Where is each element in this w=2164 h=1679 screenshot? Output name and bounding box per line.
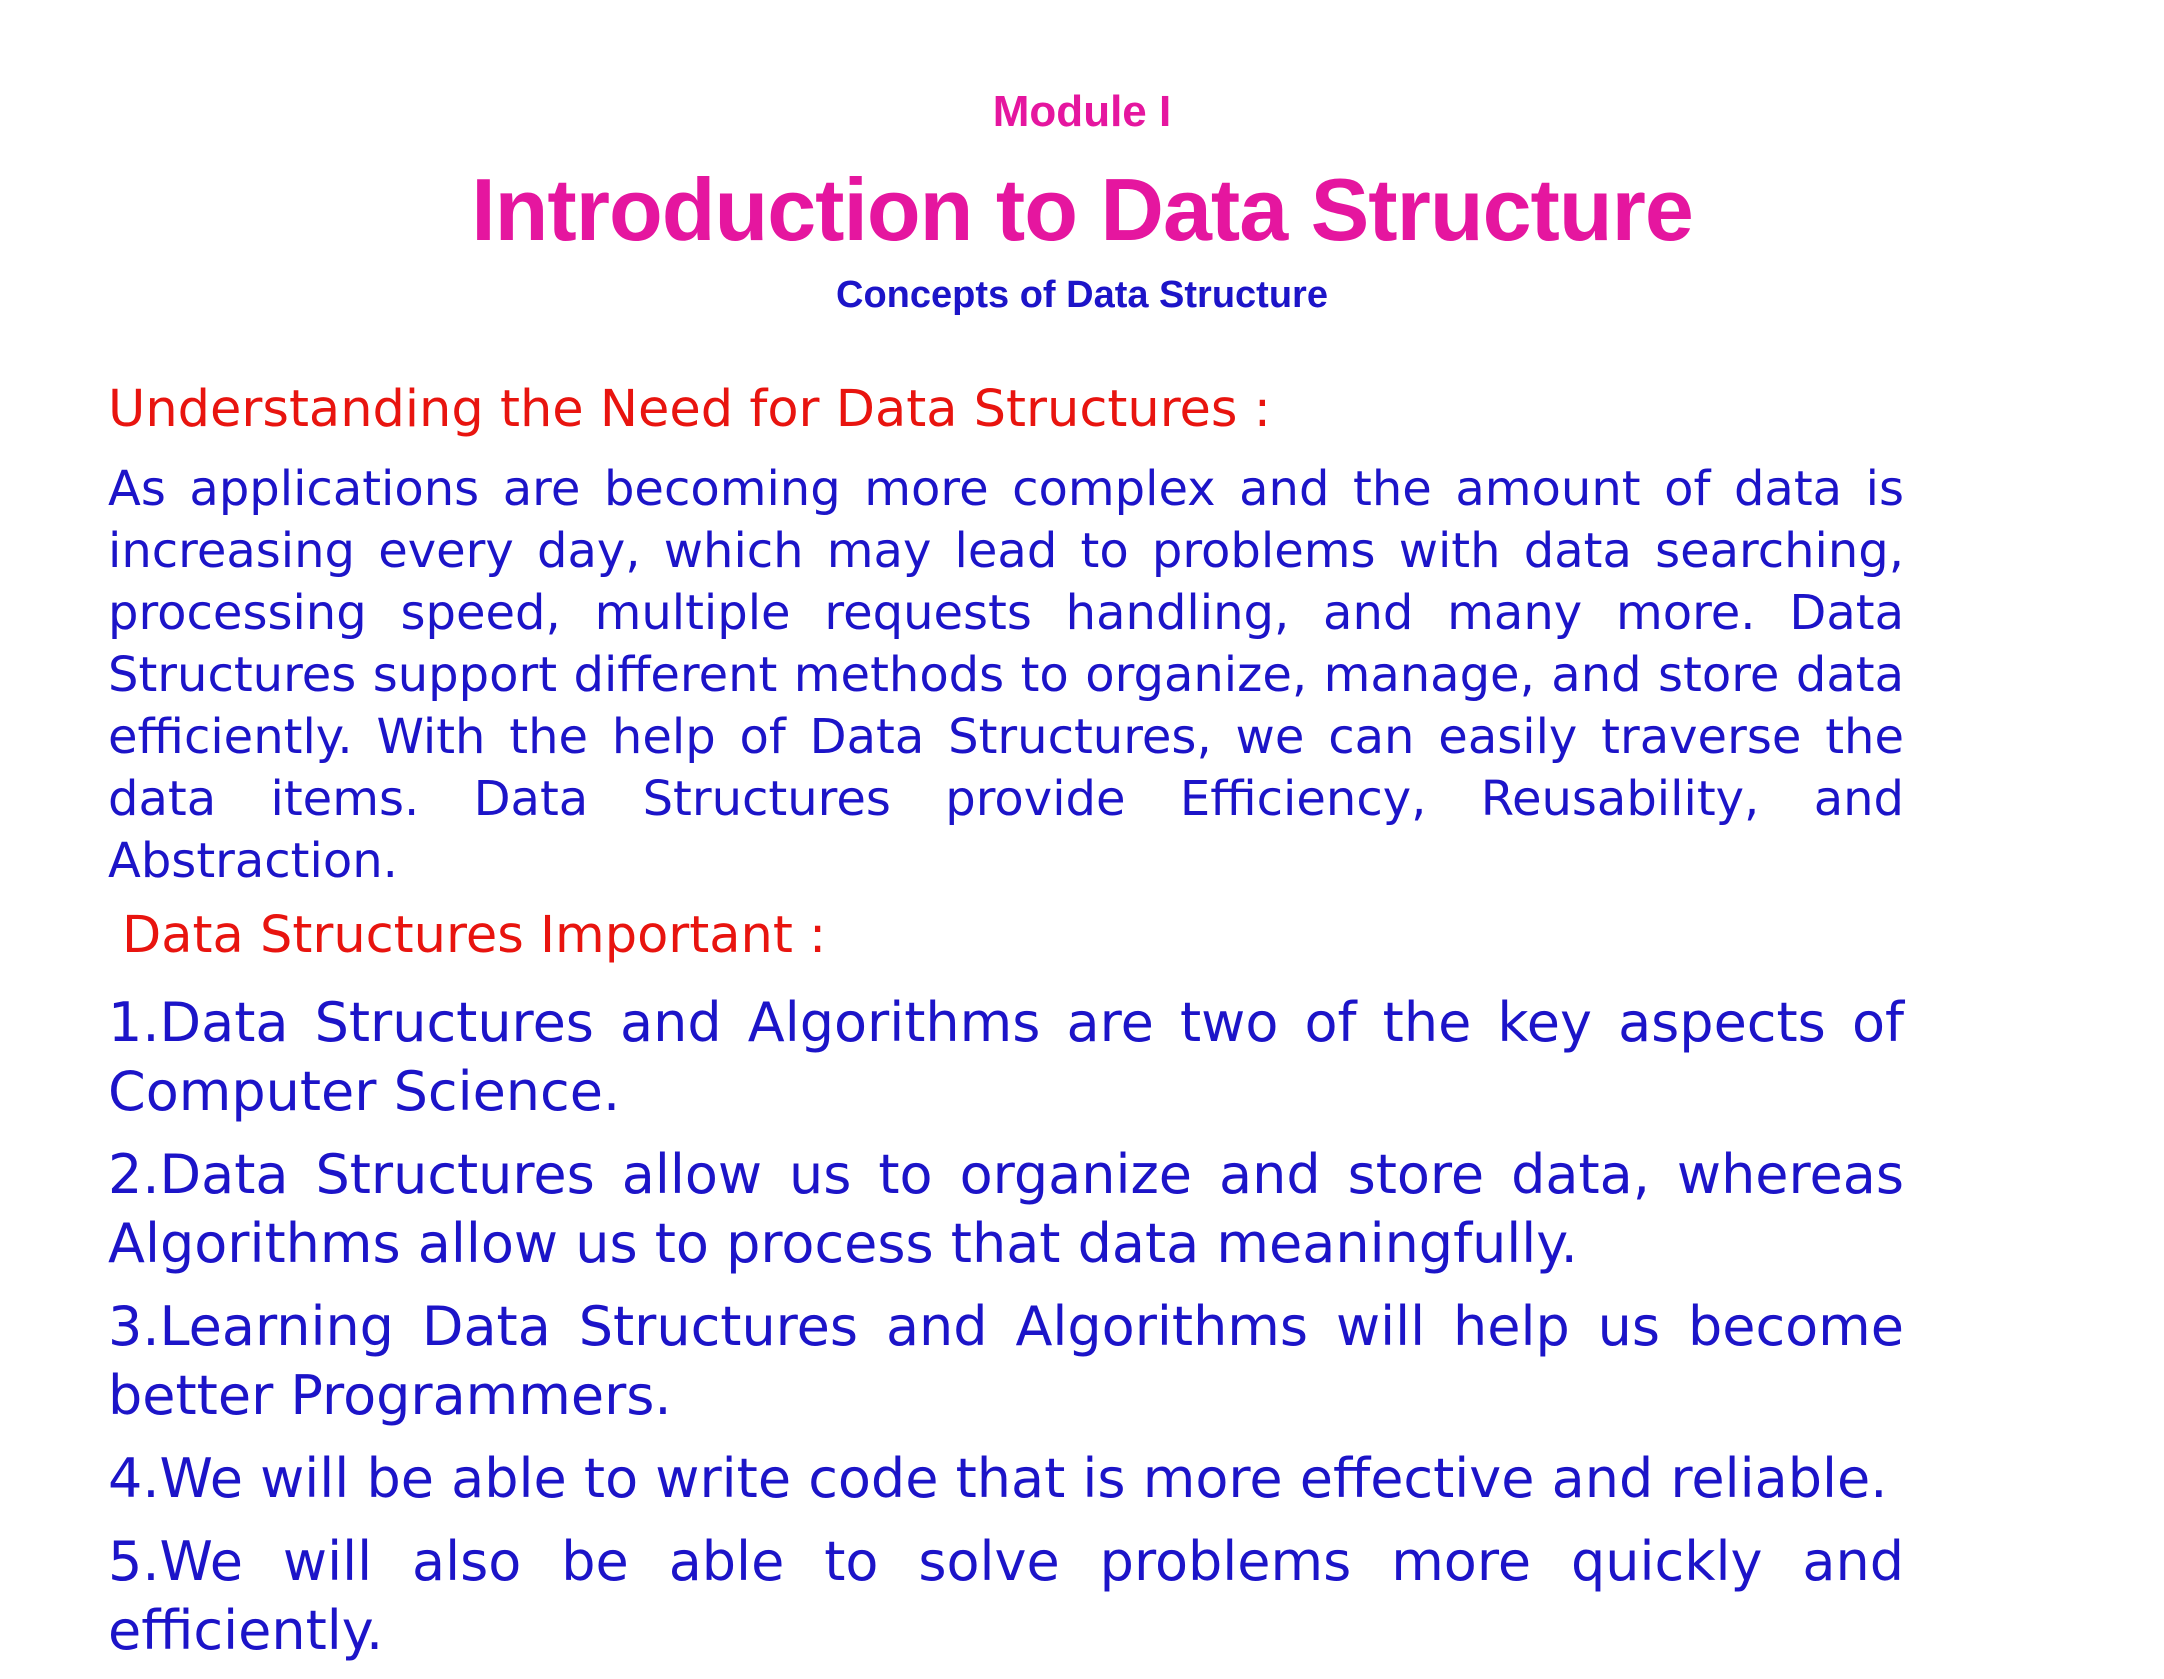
section-heading-need: Understanding the Need for Data Structures :	[108, 380, 1271, 439]
list-item: 3.Learning Data Structures and Algorithms will help us become better Programmers.	[108, 1295, 1904, 1427]
module-label: Module I	[992, 87, 1172, 136]
page-subtitle: Concepts of Data Structure	[836, 274, 1328, 316]
section-heading-important: Data Structures Important :	[122, 906, 827, 965]
section-body-need: As applications are becoming more complex and the amount of data is increasing every day, which may lead to problems with data searching, processing speed, multiple requests handling, and many more. Data Structures support different methods to organize, manage, and store data efficiently. With the help of Data Structures, we can easily traverse the data items. Data Structures provide Efficiency, Reusability, and Abstraction.	[108, 461, 1904, 889]
list-item: 1.Data Structures and Algorithms are two of the key aspects of Computer Science.	[108, 991, 1904, 1123]
list-item: 4.We will be able to write code that is more effective and reliable.	[108, 1447, 1888, 1510]
important-points-list	[108, 988, 1904, 1679]
list-item: 2.Data Structures allow us to organize and store data, whereas Algorithms allow us to process that data meaningfully.	[108, 1143, 1904, 1275]
list-item: 5.We will also be able to solve problems more quickly and efficiently.	[108, 1530, 1904, 1662]
page-title: Introduction to Data Structure	[471, 160, 1693, 259]
